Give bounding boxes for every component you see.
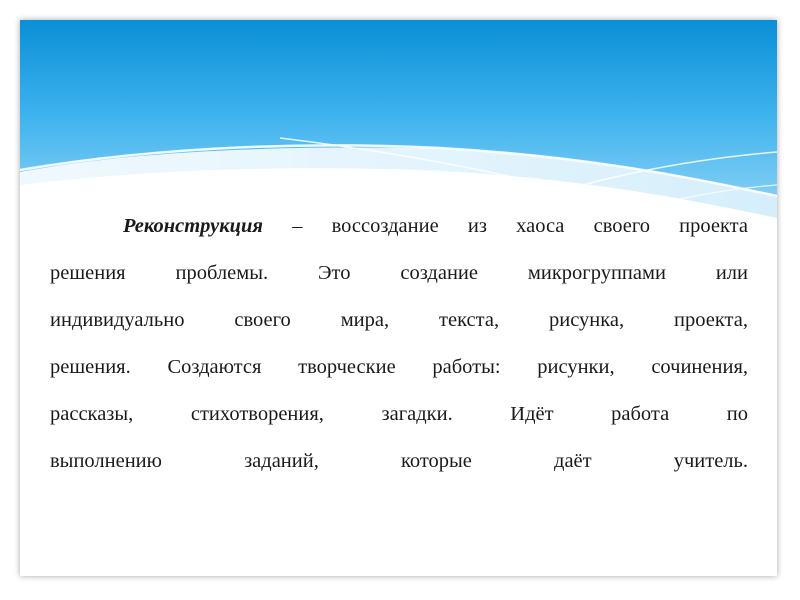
paragraph-line-4: решения. Создаются творческие работы: рисунки, сочинения, — [50, 356, 748, 378]
slide-body — [50, 203, 748, 485]
paragraph-line-6: выполнению заданий, которые даёт учитель. — [50, 450, 748, 472]
slide — [20, 20, 777, 576]
paragraph-line-2: решения проблемы. Это создание микрогруппами или — [50, 262, 748, 284]
wave-banner — [20, 20, 777, 230]
definition-paragraph — [50, 203, 748, 485]
line-1-text: – воссоздание из хаоса своего проекта — [263, 215, 748, 237]
paragraph-line-1 — [50, 203, 748, 250]
paragraph-line-3: индивидуально своего мира, текста, рисунка, проекта, — [50, 309, 748, 331]
paragraph-line-5: рассказы, стихотворения, загадки. Идёт работа по — [50, 403, 748, 425]
term-reconstruction: Реконструкция — [123, 215, 263, 237]
